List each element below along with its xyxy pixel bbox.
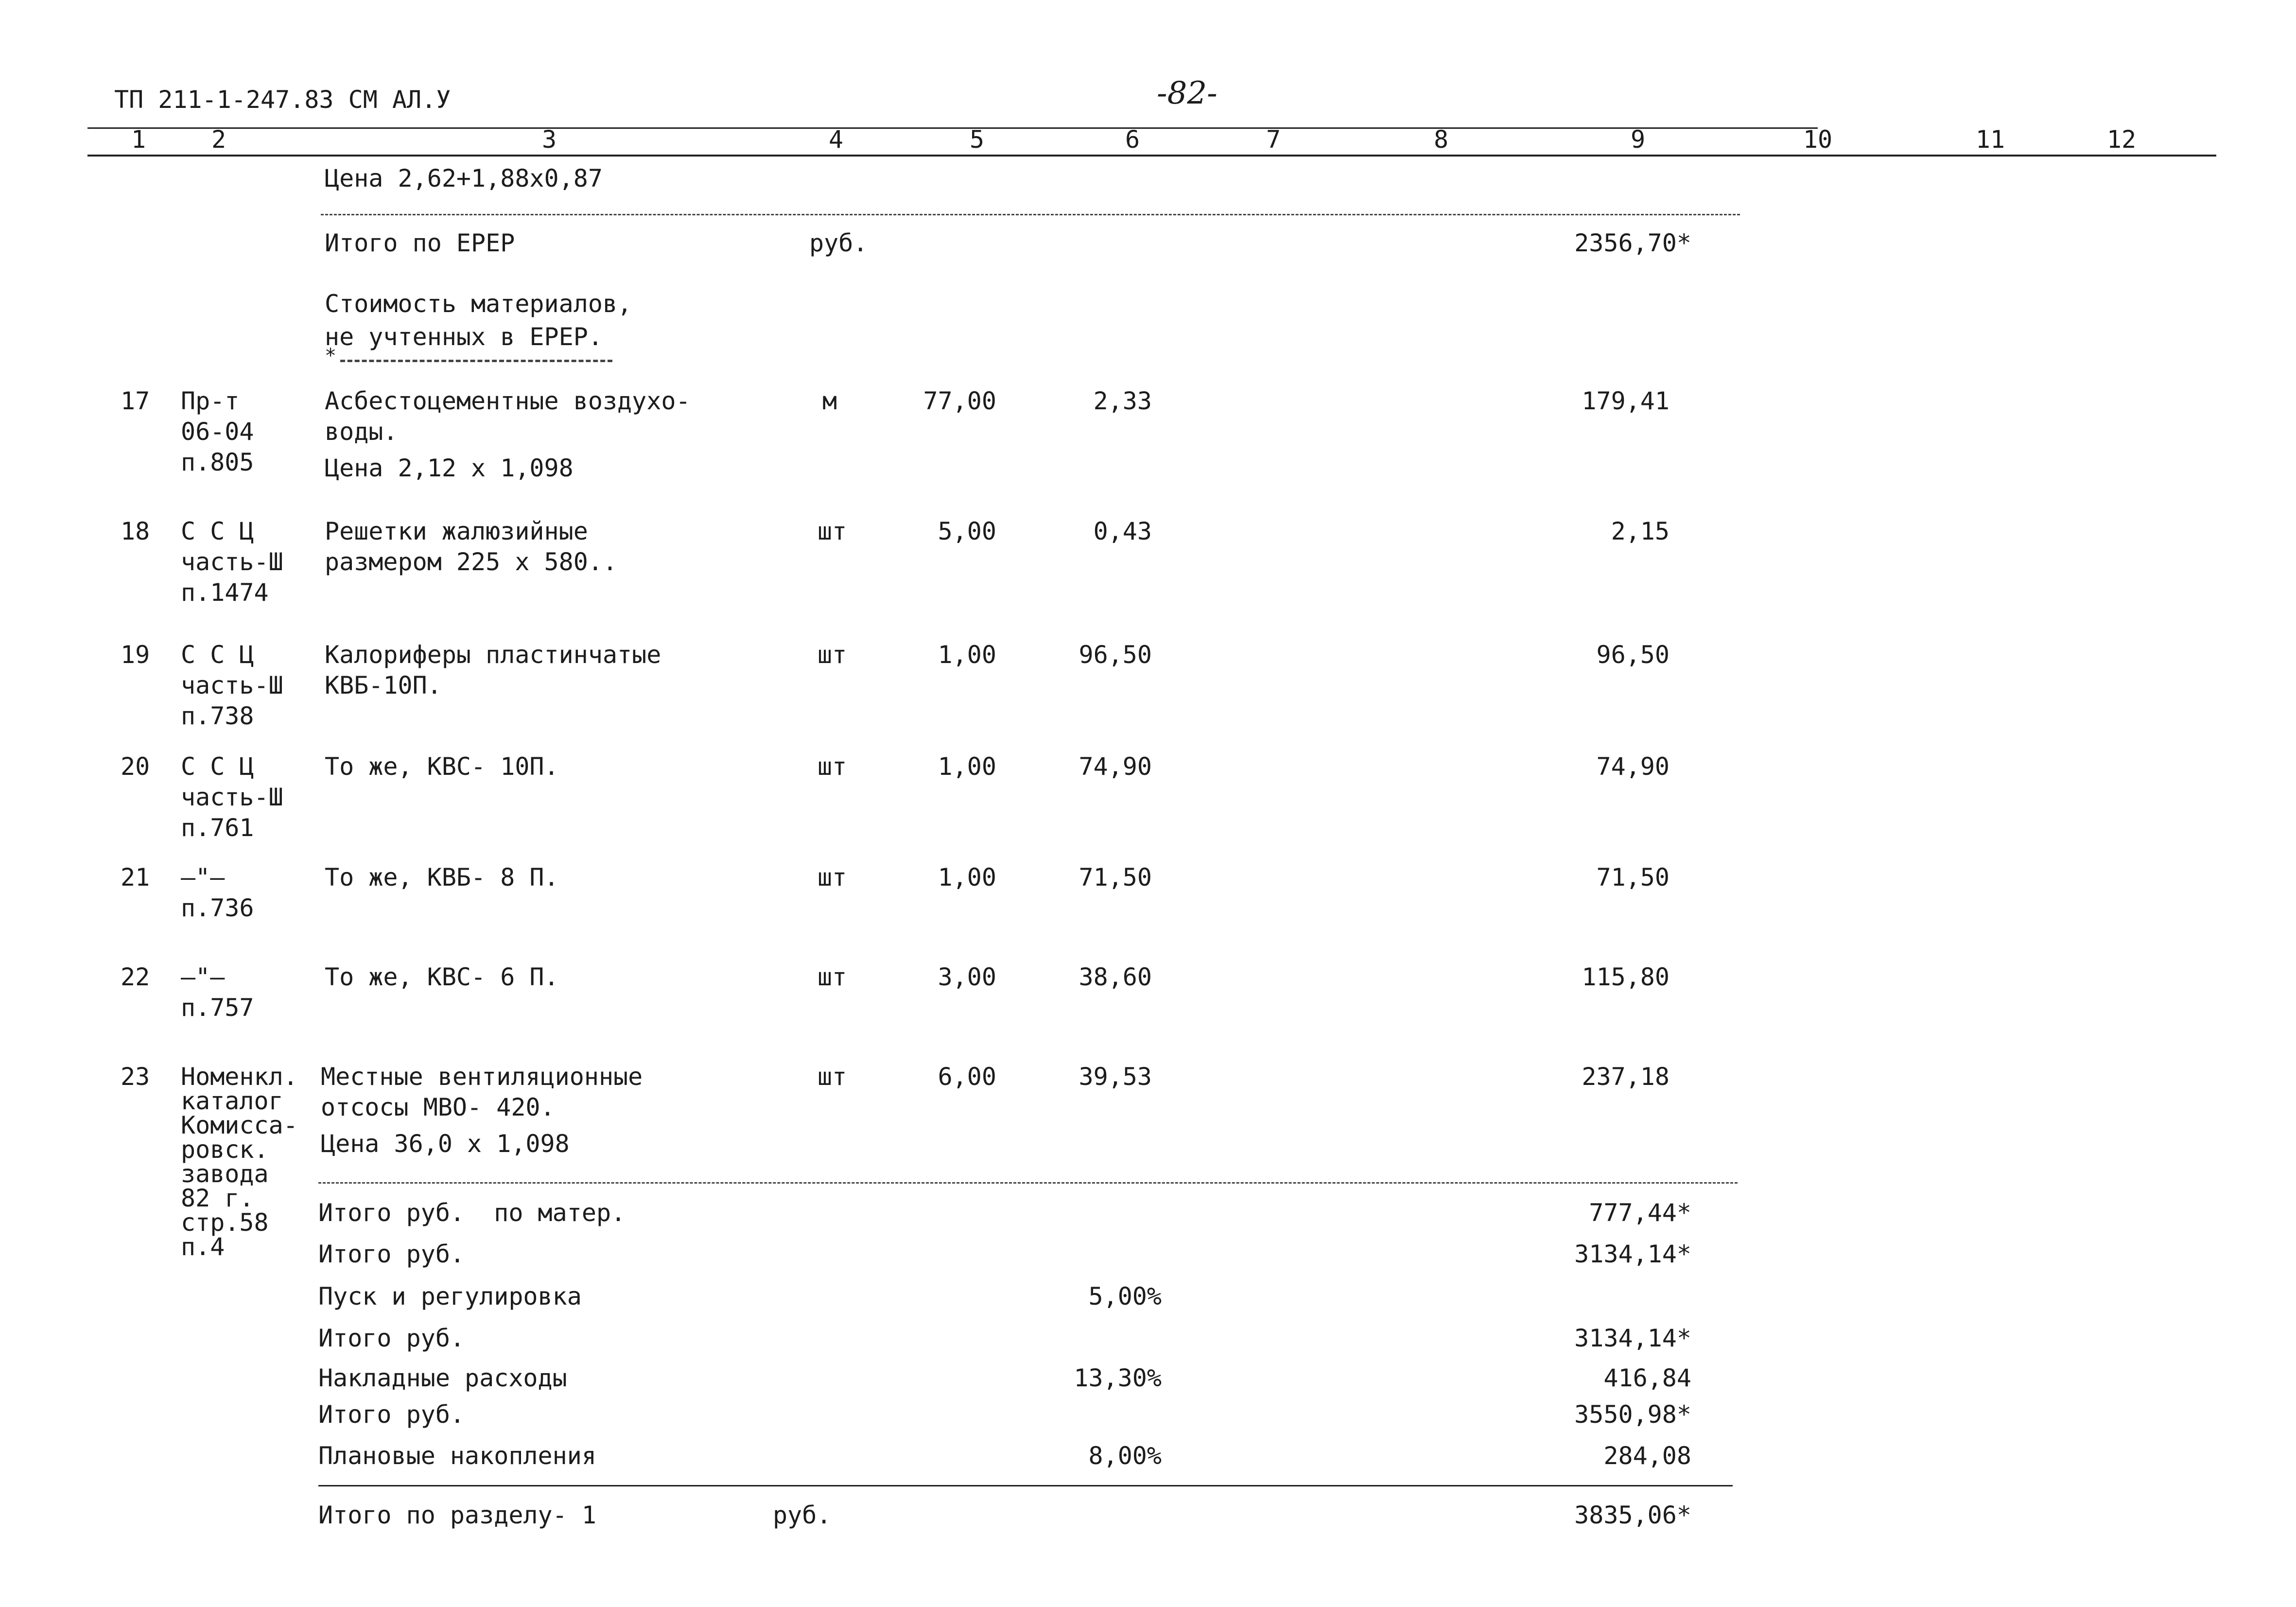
summary-label: Накладные расходы bbox=[318, 1364, 567, 1392]
column-number-6: 6 bbox=[1125, 125, 1140, 154]
section-total-label: Итого по разделу- 1 bbox=[318, 1501, 596, 1529]
row-number: 20 bbox=[121, 752, 150, 781]
row-reference-line: завода bbox=[181, 1160, 269, 1188]
column-number-11: 11 bbox=[1975, 125, 2005, 154]
row-number: 21 bbox=[121, 863, 150, 891]
summary-label: Итого руб. bbox=[318, 1240, 465, 1268]
row-reference-line: каталог bbox=[181, 1087, 283, 1115]
row-unit-price: 96,50 bbox=[1078, 641, 1152, 669]
row-unit: шт bbox=[818, 863, 847, 891]
summary-label: Итого руб. bbox=[318, 1400, 465, 1429]
row-reference-line: С С Ц bbox=[181, 517, 254, 545]
row-reference-line: часть-Ш bbox=[181, 671, 283, 699]
row-reference-line: п.738 bbox=[181, 702, 254, 730]
row-unit-price: 38,60 bbox=[1078, 963, 1152, 991]
column-number-10: 10 bbox=[1803, 125, 1833, 154]
price-formula-line: Цена 2,62+1,88х0,87 bbox=[325, 164, 603, 192]
summary-total: 284,08 bbox=[1603, 1442, 1691, 1470]
row-description-line: Цена 36,0 х 1,098 bbox=[321, 1130, 570, 1158]
row-reference-line: п.1474 bbox=[181, 578, 269, 607]
document-code: ТП 211-1-247.83 СМ АЛ.У bbox=[114, 86, 451, 114]
row-reference-line: С С Ц bbox=[181, 752, 254, 781]
summary-label: Плановые накопления bbox=[318, 1442, 596, 1470]
row-reference-line: ровск. bbox=[181, 1135, 269, 1164]
row-description-line: То же, КВС- 6 П. bbox=[325, 963, 559, 991]
summary-total: 3550,98* bbox=[1574, 1400, 1691, 1429]
row-description-line: размером 225 х 580.. bbox=[325, 548, 618, 576]
row-description-line: То же, КВС- 10П. bbox=[325, 752, 559, 781]
column-number-2: 2 bbox=[211, 125, 226, 154]
summary-label: Пуск и регулировка bbox=[318, 1282, 582, 1310]
row-total: 2,15 bbox=[1611, 517, 1670, 545]
row-unit-price: 71,50 bbox=[1078, 863, 1152, 891]
row-number: 23 bbox=[121, 1063, 150, 1091]
row-reference-line: п.757 bbox=[181, 994, 254, 1022]
row-quantity: 1,00 bbox=[938, 863, 996, 891]
row-unit-price: 0,43 bbox=[1093, 517, 1152, 545]
row-reference-line: 06-04 bbox=[181, 418, 254, 446]
row-reference-line: Комисса- bbox=[181, 1111, 298, 1139]
row-description-line: отсосы МВО- 420. bbox=[321, 1093, 555, 1121]
section-total-unit: руб. bbox=[773, 1501, 832, 1529]
row-unit: шт bbox=[818, 517, 847, 545]
column-header-bottom-rule bbox=[87, 155, 2216, 157]
column-number-9: 9 bbox=[1630, 125, 1646, 154]
row-reference-line: —"— bbox=[181, 963, 225, 991]
row-reference-line: п.4 bbox=[181, 1233, 225, 1261]
row-reference-line: Пр-т bbox=[181, 387, 240, 415]
summary-percent: 8,00% bbox=[1088, 1442, 1162, 1470]
row-reference-line: п.805 bbox=[181, 448, 254, 476]
row-reference-line: п.736 bbox=[181, 894, 254, 922]
row-quantity: 3,00 bbox=[938, 963, 996, 991]
row-description-line: Асбестоцементные воздухо- bbox=[325, 387, 691, 415]
row-number: 17 bbox=[121, 387, 150, 415]
column-number-3: 3 bbox=[541, 125, 557, 154]
row-total: 74,90 bbox=[1596, 752, 1670, 781]
column-number-8: 8 bbox=[1433, 125, 1449, 154]
column-number-12: 12 bbox=[2106, 125, 2137, 154]
row-total: 115,80 bbox=[1582, 963, 1670, 991]
summary-total: 3134,14* bbox=[1574, 1240, 1691, 1268]
page-number: -82- bbox=[1157, 75, 1218, 111]
row-quantity: 5,00 bbox=[938, 517, 996, 545]
summary-percent: 13,30% bbox=[1074, 1364, 1162, 1392]
row-description-line: воды. bbox=[325, 418, 398, 446]
row-unit: шт bbox=[818, 752, 847, 781]
row-unit: шт bbox=[818, 1063, 847, 1091]
column-number-5: 5 bbox=[969, 125, 985, 154]
row-description-line: Цена 2,12 х 1,098 bbox=[325, 454, 574, 482]
row-quantity: 6,00 bbox=[938, 1063, 996, 1091]
row-unit-price: 74,90 bbox=[1078, 752, 1152, 781]
materials-heading-line2: не учтенных в ЕРЕР. bbox=[325, 323, 603, 351]
row-reference-line: стр.58 bbox=[181, 1208, 269, 1237]
column-number-1: 1 bbox=[131, 125, 146, 154]
row-total: 179,41 bbox=[1582, 387, 1670, 415]
row-reference-line: часть-Ш bbox=[181, 783, 283, 811]
column-number-4: 4 bbox=[828, 125, 844, 154]
row-total: 71,50 bbox=[1596, 863, 1670, 891]
section-total-value: 3835,06* bbox=[1574, 1501, 1691, 1529]
erer-subtotal-label: Итого по ЕРЕР bbox=[325, 229, 515, 257]
row-reference-line: часть-Ш bbox=[181, 548, 283, 576]
summary-total: 416,84 bbox=[1603, 1364, 1691, 1392]
erer-subtotal-total: 2356,70* bbox=[1574, 229, 1691, 257]
row-total: 96,50 bbox=[1596, 641, 1670, 669]
column-number-7: 7 bbox=[1266, 125, 1281, 154]
row-reference-line: С С Ц bbox=[181, 641, 254, 669]
materials-heading-underline bbox=[340, 360, 612, 362]
row-unit: шт bbox=[818, 963, 847, 991]
row-unit-price: 39,53 bbox=[1078, 1063, 1152, 1091]
row-unit-price: 2,33 bbox=[1093, 387, 1152, 415]
erer-subtotal-rule bbox=[321, 214, 1740, 215]
column-header-top-rule bbox=[87, 127, 1818, 129]
row-number: 19 bbox=[121, 641, 150, 669]
row-reference-line: п.761 bbox=[181, 814, 254, 842]
row-number: 18 bbox=[121, 517, 150, 545]
row-quantity: 1,00 bbox=[938, 641, 996, 669]
summary-label: Итого руб. по матер. bbox=[318, 1199, 626, 1227]
summary-total: 777,44* bbox=[1589, 1199, 1691, 1227]
row-description-line: Решетки жалюзийные bbox=[325, 517, 588, 545]
row-number: 22 bbox=[121, 963, 150, 991]
summary-top-rule bbox=[318, 1182, 1738, 1184]
row-unit: м bbox=[822, 387, 837, 415]
row-description-line: Местные вентиляционные bbox=[321, 1063, 643, 1091]
row-unit: шт bbox=[818, 641, 847, 669]
row-reference-line: —"— bbox=[181, 863, 225, 891]
section-total-rule bbox=[318, 1485, 1733, 1486]
materials-heading-line1: Стоимость материалов, bbox=[325, 290, 632, 318]
row-reference-line: Номенкл. bbox=[181, 1063, 298, 1091]
row-quantity: 77,00 bbox=[923, 387, 996, 415]
erer-subtotal-unit: руб. bbox=[809, 229, 868, 257]
summary-total: 3134,14* bbox=[1574, 1324, 1691, 1352]
row-description-line: Калориферы пластинчатые bbox=[325, 641, 661, 669]
row-reference-line: 82 г. bbox=[181, 1184, 254, 1212]
row-description-line: То же, КВБ- 8 П. bbox=[325, 863, 559, 891]
summary-label: Итого руб. bbox=[318, 1324, 465, 1352]
summary-percent: 5,00% bbox=[1088, 1282, 1162, 1310]
row-total: 237,18 bbox=[1582, 1063, 1670, 1091]
row-description-line: КВБ-10П. bbox=[325, 671, 442, 699]
materials-heading-mark: * bbox=[325, 345, 337, 367]
row-quantity: 1,00 bbox=[938, 752, 996, 781]
